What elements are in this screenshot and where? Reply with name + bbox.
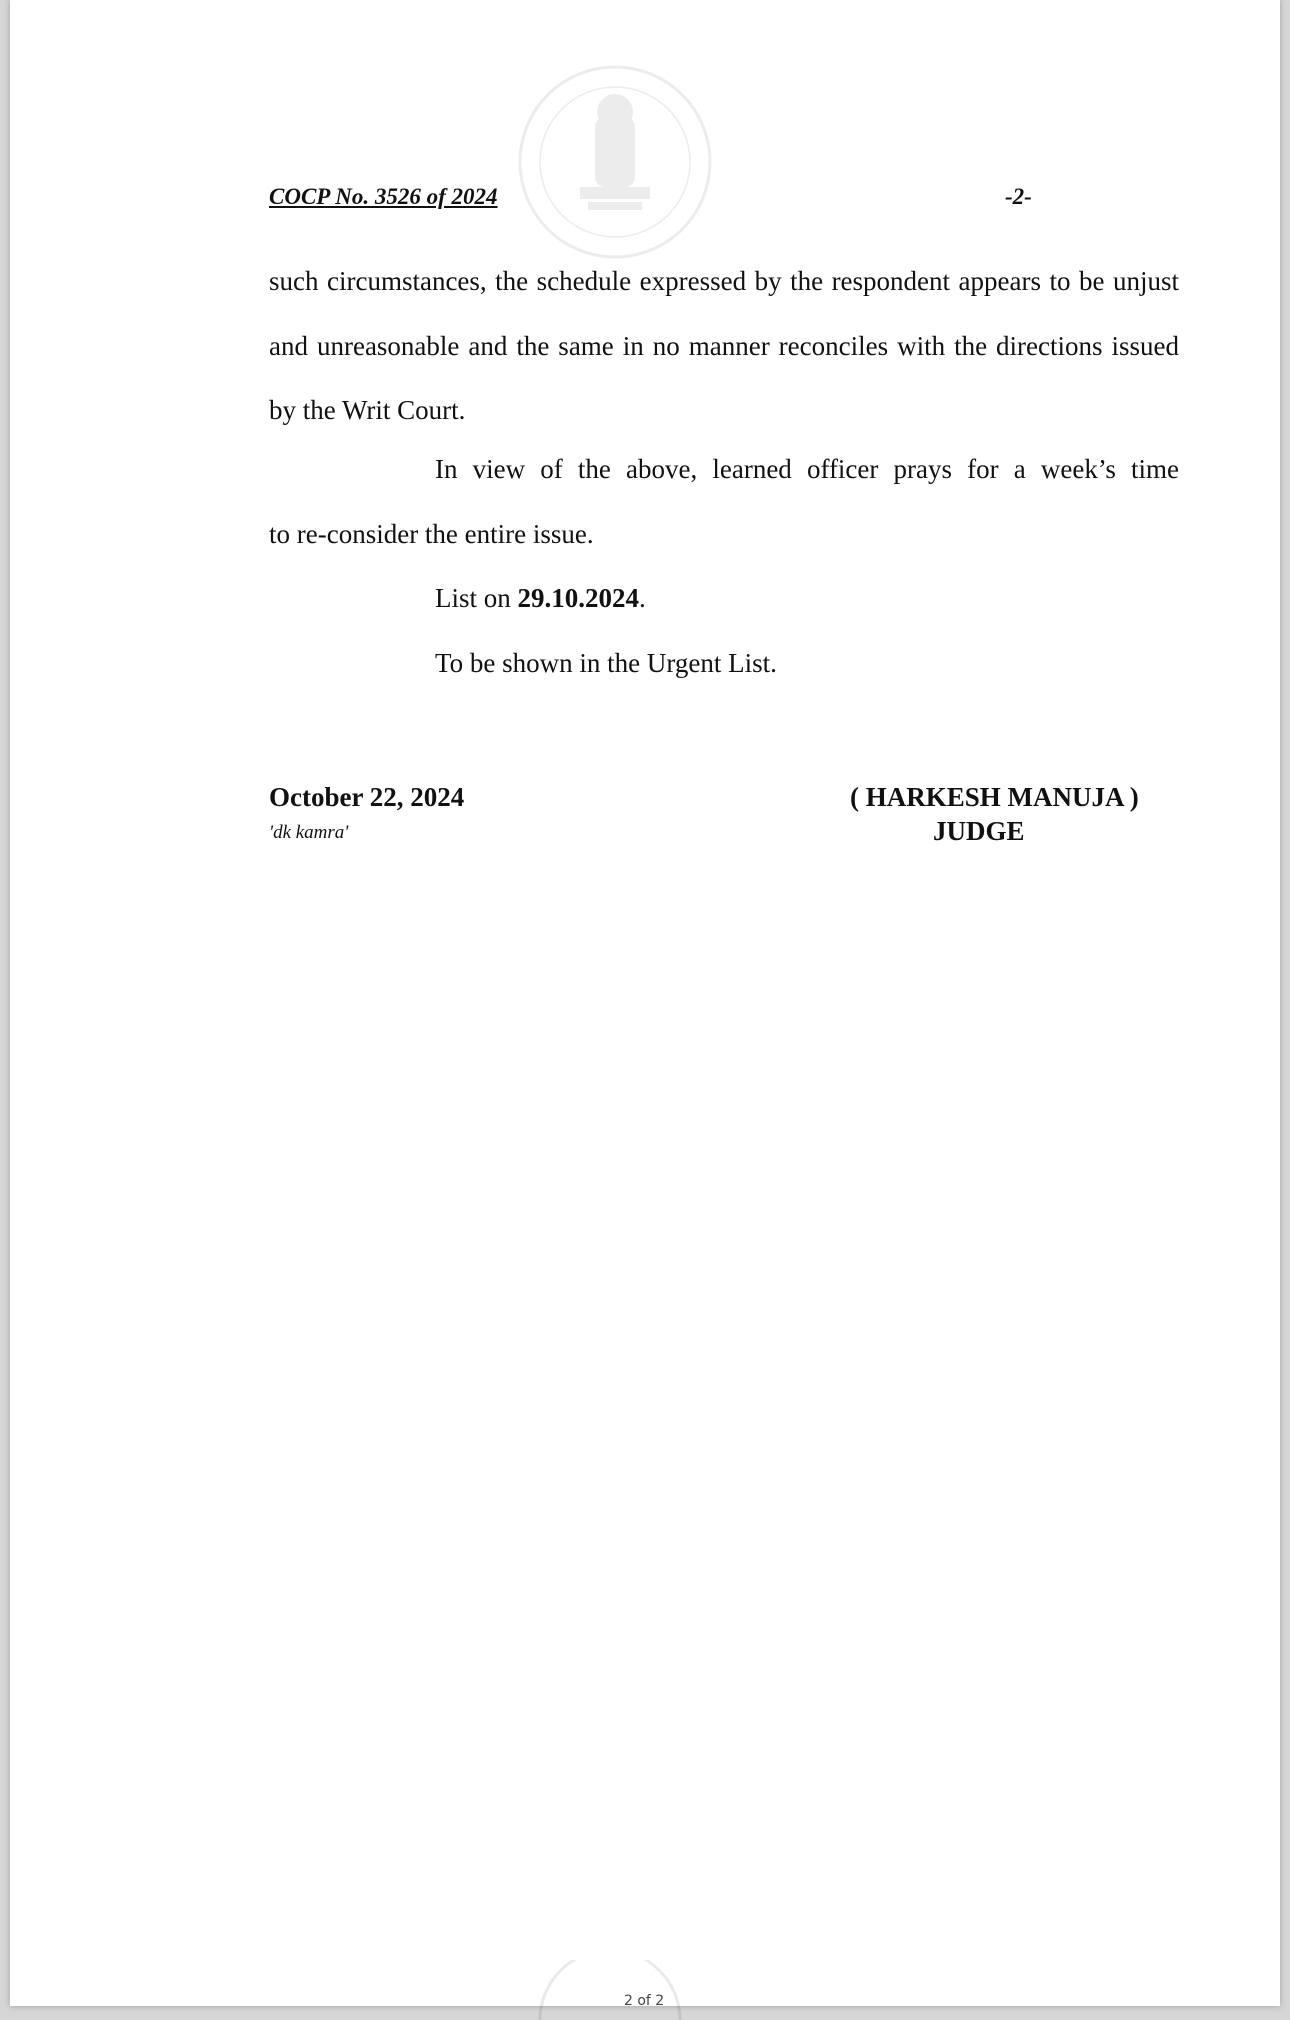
judge-name: ( HARKESH MANUJA ) xyxy=(850,782,1139,812)
list-on-suffix: . xyxy=(639,583,646,613)
court-emblem-icon xyxy=(500,62,730,262)
urgent-list-note: To be shown in the Urgent List. xyxy=(435,648,777,678)
page-number: 2 of 2 xyxy=(624,1993,665,2009)
paragraph-view-line-1: In view of the above, learned officer prays for a week’s time xyxy=(435,454,1179,484)
page-marker: -2- xyxy=(1005,184,1032,209)
list-on-line xyxy=(435,583,646,614)
paragraph-continuation: such circumstances, the schedule expressed by the respondent appears to be unjust and unreasonable and the same in no manner reconciles with the directions issued by the Writ Court. xyxy=(269,266,1179,425)
stenographer-initials: 'dk kamra' xyxy=(269,822,349,843)
order-date: October 22, 2024 xyxy=(269,782,465,812)
paragraph-view-line-2: to re-consider the entire issue. xyxy=(269,519,594,549)
case-number: COCP No. 3526 of 2024 xyxy=(269,184,498,209)
court-emblem-bottom-icon xyxy=(530,1960,690,2020)
list-on-prefix: List on xyxy=(435,583,518,613)
document-page xyxy=(10,0,1280,2009)
list-on-date: 29.10.2024 xyxy=(517,583,640,613)
judge-title: JUDGE xyxy=(933,816,1025,846)
